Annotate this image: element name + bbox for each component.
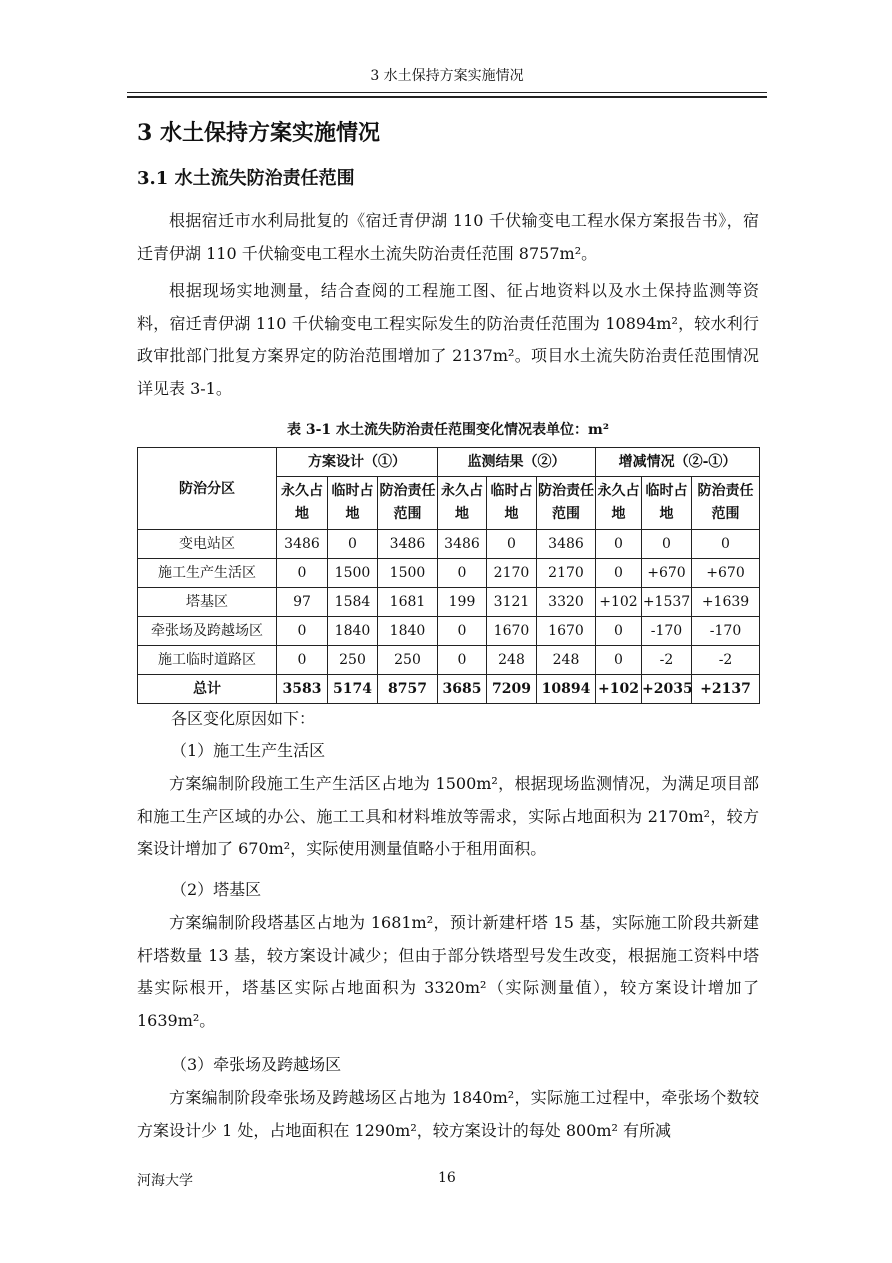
- sub-header-cell: 防治责任范围: [537, 477, 596, 530]
- zone-cell: 施工临时道路区: [138, 646, 277, 675]
- total-value-cell: 3583: [277, 675, 328, 704]
- value-cell: 0: [596, 530, 642, 559]
- value-cell: 250: [328, 646, 378, 675]
- value-cell: 3320: [537, 588, 596, 617]
- value-cell: 0: [277, 617, 328, 646]
- total-value-cell: +2137: [692, 675, 760, 704]
- value-cell: -170: [692, 617, 760, 646]
- table-row: [138, 559, 760, 588]
- value-cell: 0: [596, 617, 642, 646]
- responsibility-range-table: [137, 447, 760, 704]
- total-value-cell: +102: [596, 675, 642, 704]
- paragraph-construction-area: 方案编制阶段施工生产生活区占地为 1500m²，根据现场监测情况，为满足项目部和施工生产区域的办公、施工工具和材料堆放等需求，实际占地面积为 2170m²，较方案设计增加了 670m²，实际使用测量值略小于租用面积。: [137, 774, 759, 858]
- sub-header-cell: 临时占地: [487, 477, 537, 530]
- table-total-row: [138, 675, 760, 704]
- value-cell: 0: [277, 646, 328, 675]
- value-cell: 1500: [328, 559, 378, 588]
- zone-cell: 变电站区: [138, 530, 277, 559]
- value-cell: -170: [642, 617, 692, 646]
- value-cell: 2170: [487, 559, 537, 588]
- value-cell: 0: [596, 559, 642, 588]
- paragraph-tension-area: 方案编制阶段牵张场及跨越场区占地为 1840m²，实际施工过程中，牵张场个数较方案设计少 1 处，占地面积在 1290m²，较方案设计的每处 800m² 有所减: [137, 1088, 759, 1140]
- header-rule-thin: [127, 92, 767, 93]
- header-rule-thick: [127, 96, 767, 98]
- value-cell: +670: [642, 559, 692, 588]
- value-cell: 1670: [537, 617, 596, 646]
- zone-cell: 施工生产生活区: [138, 559, 277, 588]
- sub-header-cell: 永久占地: [438, 477, 487, 530]
- value-cell: -2: [642, 646, 692, 675]
- value-cell: +1639: [692, 588, 760, 617]
- value-cell: 0: [438, 646, 487, 675]
- value-cell: 248: [487, 646, 537, 675]
- value-cell: 3486: [537, 530, 596, 559]
- subheading-tower-area: （2）塔基区: [171, 880, 262, 899]
- zone-header: 防治分区: [138, 448, 277, 530]
- value-cell: 1840: [328, 617, 378, 646]
- section-heading: 3.1 水土流失防治责任范围: [137, 168, 355, 189]
- value-cell: 1670: [487, 617, 537, 646]
- value-cell: 0: [328, 530, 378, 559]
- value-cell: 0: [277, 559, 328, 588]
- value-cell: 0: [438, 617, 487, 646]
- sub-header-cell: 永久占地: [277, 477, 328, 530]
- value-cell: 0: [642, 530, 692, 559]
- paragraph-intro: 各区变化原因如下：: [171, 709, 316, 728]
- sub-header-cell: 永久占地: [596, 477, 642, 530]
- value-cell: 3486: [277, 530, 328, 559]
- value-cell: 248: [537, 646, 596, 675]
- group-header-design: 方案设计（①）: [277, 448, 438, 477]
- value-cell: +102: [596, 588, 642, 617]
- total-value-cell: 5174: [328, 675, 378, 704]
- group-header-change: 增减情况（②-①）: [596, 448, 760, 477]
- table-row: [138, 646, 760, 675]
- value-cell: +670: [692, 559, 760, 588]
- sub-header-cell: 防治责任范围: [378, 477, 438, 530]
- total-value-cell: 7209: [487, 675, 537, 704]
- group-header-monitoring: 监测结果（②）: [438, 448, 596, 477]
- zone-cell: 牵张场及跨越场区: [138, 617, 277, 646]
- footer-institution: 河海大学: [137, 1173, 193, 1189]
- sub-header-cell: 临时占地: [328, 477, 378, 530]
- value-cell: 1840: [378, 617, 438, 646]
- zone-cell: 塔基区: [138, 588, 277, 617]
- paragraph-approval: 根据宿迁市水利局批复的《宿迁青伊湖 110 千伏输变电工程水保方案报告书》，宿迁青伊湖 110 千伏输变电工程水土流失防治责任范围 8757m²。: [137, 211, 759, 263]
- page-number: 16: [438, 1170, 456, 1186]
- value-cell: 3486: [438, 530, 487, 559]
- table-row: [138, 617, 760, 646]
- table-row: [138, 588, 760, 617]
- value-cell: 199: [438, 588, 487, 617]
- paragraph-tower-area: 方案编制阶段塔基区占地为 1681m²，预计新建杆塔 15 基，实际施工阶段共新建杆塔数量 13 基，较方案设计减少；但由于部分铁塔型号发生改变，根据施工资料中塔基实际根开，塔基区实际占地面积为 3320m²（实际测量值），较方案设计增加了 1639m²。: [137, 913, 759, 1030]
- table-row: [138, 530, 760, 559]
- sub-header-cell: 临时占地: [642, 477, 692, 530]
- sub-header-cell: 防治责任范围: [692, 477, 760, 530]
- value-cell: 1500: [378, 559, 438, 588]
- value-cell: 0: [596, 646, 642, 675]
- subheading-construction-area: （1）施工生产生活区: [171, 741, 326, 760]
- subheading-tension-area: （3）牵张场及跨越场区: [171, 1055, 342, 1074]
- value-cell: 97: [277, 588, 328, 617]
- value-cell: -2: [692, 646, 760, 675]
- total-value-cell: 3685: [438, 675, 487, 704]
- running-header: 3 水土保持方案实施情况: [370, 68, 524, 84]
- total-value-cell: 8757: [378, 675, 438, 704]
- total-value-cell: +2035: [642, 675, 692, 704]
- total-value-cell: 10894: [537, 675, 596, 704]
- value-cell: 0: [692, 530, 760, 559]
- value-cell: 1681: [378, 588, 438, 617]
- value-cell: 0: [438, 559, 487, 588]
- total-label-cell: 总计: [138, 675, 277, 704]
- value-cell: +1537: [642, 588, 692, 617]
- value-cell: 3121: [487, 588, 537, 617]
- value-cell: 3486: [378, 530, 438, 559]
- paragraph-measurement: 根据现场实地测量，结合查阅的工程施工图、征占地资料以及水土保持监测等资料，宿迁青伊湖 110 千伏输变电工程实际发生的防治责任范围为 10894m²，较水利行政审批部门批复方案界定的防治范围增加了 2137m²。项目水土流失防治责任范围情况详见表 3-1。: [137, 281, 759, 398]
- table-caption: 表 3-1 水土流失防治责任范围变化情况表单位：m²: [287, 422, 609, 438]
- chapter-heading: 3 水土保持方案实施情况: [137, 120, 380, 146]
- value-cell: 2170: [537, 559, 596, 588]
- value-cell: 1584: [328, 588, 378, 617]
- value-cell: 250: [378, 646, 438, 675]
- value-cell: 0: [487, 530, 537, 559]
